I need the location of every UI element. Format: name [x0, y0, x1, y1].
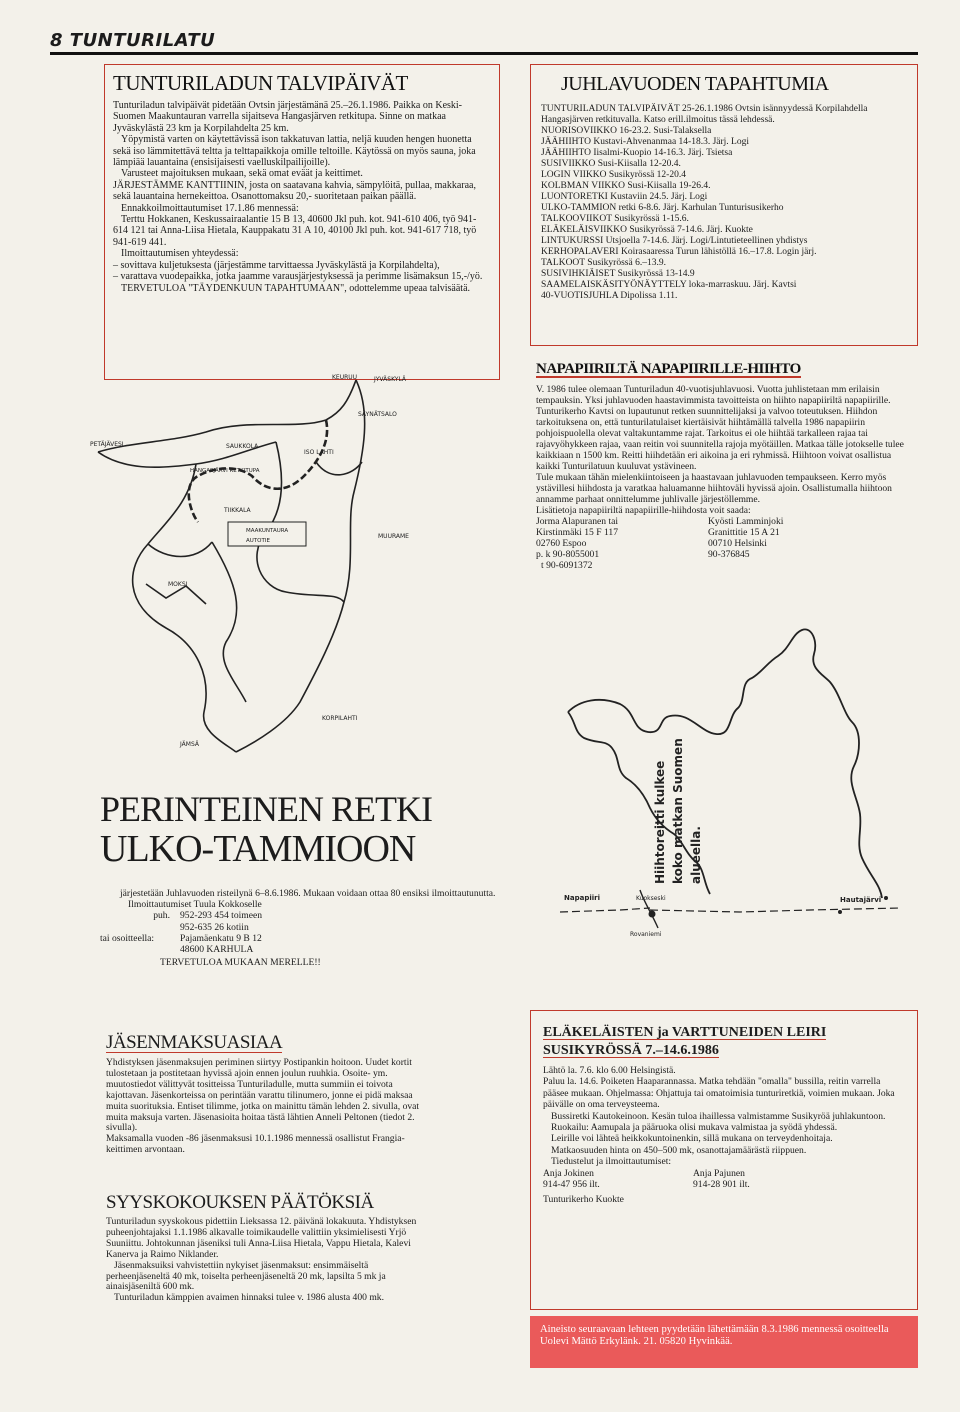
contact-name: Anja Pajunen	[693, 1167, 745, 1179]
contact-block	[536, 516, 686, 571]
contact-street: Kirstinmäki 15 F 117	[536, 527, 618, 539]
contact-phone: 90-376845	[708, 549, 750, 561]
perinteinen-title-1: PERINTEINEN RETKI	[100, 789, 432, 829]
contact-name: Anja Jokinen	[543, 1167, 594, 1179]
map-label: Napapiiri	[564, 894, 600, 902]
contact-city: 00710 Helsinki	[708, 538, 767, 550]
map-caption-line: Hiihtoreitti kulkee	[653, 760, 667, 884]
map-label: Hautajärvi	[840, 896, 882, 904]
list-item: LINTUKURSSI Utsjoella 7-14.6. Järj. Logi/Lintutieteellinen yhdistys	[541, 236, 808, 246]
elakelaisten-heading-2: SUSIKYRÖSSÄ 7.–14.6.1986	[543, 1043, 719, 1058]
jasenmaksu-heading: JÄSENMAKSUASIAA	[106, 1032, 283, 1053]
page-header: 8 TUNTURILATU	[50, 30, 216, 51]
paragraph: Tunturiladun syyskokous pidettiin Lieksassa 12. päivänä lokakuuta. Yhdistyksen puheenjohtajaksi 1.1.1986 alkavalle toimikaudelle valittiin yksimielisesti Yrjö Suuniittu. Johtokunnan jäseniksi tuli Anna-Liisa Hietala, Vappu Hietala, Kalevi Kanerva ja Raimo Niklander.	[106, 1216, 417, 1260]
list-item: NUORISOVIIKKO 16-23.2. Susi-Talaksella	[541, 126, 712, 136]
contact-phone: p. k 90-8055001	[536, 549, 600, 561]
paragraph: Ilmoittautumiset Tuula Kokkoselle	[128, 899, 262, 911]
paragraph: Bussiretki Kautokeinoon. Kesän tuloa ihaillessa valmistamme Susikyröä juhlakuntoon.	[551, 1110, 886, 1122]
map-label: PETÄJÄVESI	[90, 441, 124, 448]
list-item: JÄÄHIIHTO Kustavi-Ahvenanmaa 14-18.3. Järj. Logi	[541, 137, 749, 147]
list-item: ULKO-TAMMION retki 6-8.6. Järj. Karhulan Tunturisusikerho	[541, 203, 784, 213]
paragraph: Tunturiladun kämppien avaimen hinnaksi tulee v. 1986 alusta 400 mk.	[114, 1292, 385, 1304]
list-item: TALKOOT Susikyrössä 6.–13.9.	[541, 258, 666, 268]
napapiirilta-section	[536, 360, 908, 571]
paragraph: – sovittava kuljetuksesta (järjestämme tarvittaessa Jyväskylästä ja Korpilahdelta),	[113, 259, 440, 271]
map-label: JYVÄSKYLÄ	[374, 376, 407, 383]
address-value: 48600 KARHULA	[180, 944, 254, 956]
list-item: SUSIVIIKKO Susi-Kiisalla 12-20.4.	[541, 159, 681, 169]
map-label: HANGASJÄRVI RETKITUPA	[190, 468, 260, 474]
paragraph: Yhdistyksen jäsenmaksujen periminen siirtyy Postipankin hoitoon. Uudet kortit tulostetaan ja postitetaan hyvissä ajoin ennen joulun ruuhkia. Osoite- ym. muutostiedot välittyvät tositteissa Tunturiladulle, mutta summiin ei toivota kajottavan. Jäsenkorteissa on perintään varattu tilinumero, jonne ei pidä maksaa muita suorituksia. Entiset tilimme, jotka on mainittu tämän lehden 2. sivulla, ovat muita maksuja varten. Jäsenasioita hoitaa tästä lähtien Anneli Peltonen (tiedot 2. sivulla).	[106, 1057, 420, 1134]
paragraph: Terttu Hokkanen, Keskussairaalantie 15 B 13, 40600 Jkl puh. kot. 941-610 406, työ 941-614 121 tai Anna-Liisa Hietala, Kauppakatu 31 A 10, 40100 Jkl puh. kot. 941-617 718, työ 941-619 441.	[113, 214, 477, 248]
napapiirilta-heading: NAPAPIIRILTÄ NAPAPIIRILLE-HIIHTO	[536, 361, 801, 377]
contact-name: Kyösti Lamminjoki	[708, 516, 784, 528]
map-legend: AUTOTIE	[246, 538, 270, 544]
paragraph: Tunturiladun talvipäivät pidetään Ovtsin järjestämänä 25.–26.1.1986. Paikka on Keski-Suomen Maakuntauran varrella sijaitseva Hangasjärven retkitupa. Sinne on matkaa Jyväskylästä 23 km ja Korpilahdelta 25 km.	[113, 100, 463, 134]
paragraph: järjestetään Juhlavuoden risteilynä 6–8.6.1986. Mukaan voidaan ottaa 80 ensiksi ilmoittautunutta.	[120, 888, 496, 899]
napapiirilta-contacts	[536, 516, 908, 571]
juhlavuoden-heading: JUHLAVUODEN TAPAHTUMIA	[561, 73, 829, 95]
map-caption-line: alueella.	[689, 826, 703, 884]
map-label: JÄMSÄ	[180, 741, 199, 748]
juhlavuoden-list	[541, 104, 907, 302]
jasenmaksu-section	[106, 1034, 428, 1156]
list-item: TALKOOVIIKOT Susikyrössä 1-15.6.	[541, 214, 689, 224]
elakelaisten-heading-1: ELÄKELÄISTEN ja VARTTUNEIDEN LEIRI	[543, 1025, 827, 1040]
perinteinen-contact	[100, 910, 500, 955]
list-item: KOLBMAN VIIKKO Susi-Kiisalla 19-26.4.	[541, 181, 711, 191]
paragraph: Ruokailu: Aamupala ja pääruoka olisi mukava valmistaa ja syödä yhdessä.	[551, 1122, 838, 1134]
syyskokous-section	[106, 1192, 428, 1304]
paragraph: Maksamalla vuoden -86 jäsenmaksusi 10.1.1986 mennessä osallistut Frangia-keittimen arvontaan.	[106, 1133, 405, 1156]
route-map	[86, 372, 456, 756]
notice-bar	[530, 1316, 918, 1368]
list-item: LUONTORETKI Kustaviin 24.5. Järj. Logi	[541, 192, 708, 202]
contact-name: Jorma Alapuranen tai	[536, 516, 619, 528]
map-label: Rovaniemi	[630, 931, 662, 938]
elakelaisten-org: Tunturikerho Kuokte	[543, 1194, 624, 1206]
paragraph: Ilmoittautumisen yhteydessä:	[121, 248, 239, 260]
talvipaivat-body	[113, 100, 491, 294]
elakelaisten-box	[530, 1010, 918, 1310]
finland-map	[540, 622, 910, 952]
list-item: JÄÄHIIHTO Iisalmi-Kuopio 14-16.3. Järj. Tsietsa	[541, 148, 733, 158]
contact-phone: 914-47 956 ilt.	[543, 1179, 600, 1191]
map-label: MOKSI	[168, 581, 188, 588]
contact-block	[708, 516, 783, 571]
map-label: ISO LAHTI	[304, 449, 334, 456]
paragraph: V. 1986 tulee olemaan Tunturiladun 40-vuotisjuhlavuosi. Vuotta juhlistetaan mm erilaisin tempauksin. Yksi juhlavuoden haastavimmista tavoitteista on hiihto napapiiriltä napapiirille. Tunturikerho Kavtsi on lupautunut retken suunnittelijaksi ja valvoo toteutuksen. Hiihdon tarkoituksena on, että tunturilatulaiset kiertäisivät hiihtämällä talvella 1986 napapiirin pohjoispuolella olevat valtakuntamme rajat. Tarkoitus ei ole hiihtää tarkalleen rajaa tai rajavyöhykkeen rajaa, vaan reitin voi suunnitella rajoja myötäillen. Matkaa tälle jotokselle tulee kaikkiaan n 1500 km. Reitti hiihdetään eri aikoina ja eri ryhmissä. Hiihtoon voivat osallistua kaikki Tunturilatuun kuuluvat ystävineen.	[536, 384, 904, 473]
address-value: Pajamäenkatu 9 B 12	[180, 932, 262, 944]
paragraph: Ennakkoilmoittautumiset 17.1.86 mennessä:	[121, 202, 299, 214]
elakelaisten-body	[543, 1065, 905, 1168]
perinteinen-section	[100, 790, 500, 968]
list-item: TUNTURILADUN TALVIPÄIVÄT 25-26.1.1986 Ovtsin isännyydessä Korpilahdella Hangasjärven retkituvalla. Katso erill.ilmoitus tässä lehdessä.	[541, 104, 868, 125]
paragraph: Lisätietoja napapiiriltä napapiirille-hiihdosta voit saada:	[536, 505, 751, 517]
perinteinen-body	[100, 888, 500, 968]
napapiirilta-body	[536, 384, 908, 516]
paragraph: Varusteet majoituksen mukaan, sekä omat eväät ja keittimet.	[121, 168, 363, 180]
map-label: MUURAME	[378, 533, 409, 540]
map-label: Kuokseski	[636, 895, 666, 902]
contact-city: 02760 Espoo	[536, 538, 587, 550]
paragraph: Matkaosuuden hinta on 450–500 mk, osanottajamäärästä riippuen.	[551, 1144, 807, 1156]
list-item: 40-VUOTISJUHLA Dipolissa 1.11.	[541, 291, 678, 301]
contact-phone: 914-28 901 ilt.	[693, 1179, 750, 1191]
paragraph: JÄRJESTÄMME KANTTIININ, josta on saatavana kahvia, sämpylöitä, pullaa, makkaraa, sekä lauantaina hernekeittoa. Osanottomaksu 20,- suoritetaan paikan päällä.	[113, 179, 476, 203]
list-item: SUSIVIHKIÄISET Susikyrössä 13-14.9	[541, 269, 695, 279]
paragraph: Leirille voi lähteä heikkokuntoinenkin, sillä mukana on terveydenhoitaja.	[551, 1133, 833, 1145]
map-caption-line: koko matkan Suomen	[671, 738, 685, 884]
phone-value: 952-635 26 kotiin	[180, 921, 249, 933]
header-rule	[50, 52, 918, 55]
syyskokous-body	[106, 1217, 428, 1304]
paragraph: – varattava vuodepaikka, jotka jaamme varausjärjestyksessä ja perimme lisämaksun 15,-/yö.	[113, 271, 483, 283]
paragraph: Tiedustelut ja ilmoittautumiset:	[551, 1156, 672, 1168]
address-label: tai osoitteella:	[100, 932, 155, 944]
paragraph: Lähtö la. 7.6. klo 6.00 Helsingistä.	[543, 1065, 676, 1076]
list-item: SAAMELAISKÄSITYÖNÄYTTELY loka-marraskuu. Järj. Kavtsi	[541, 280, 797, 290]
juhlavuoden-box	[530, 64, 918, 346]
map-label: TIIKKALA	[224, 507, 251, 514]
list-item: KERHOPALAVERI Koirasaaressa Turun lähistöllä 16.–17.8. Login järj.	[541, 247, 817, 257]
talvipaivat-heading: TUNTURILADUN TALVIPÄIVÄT	[113, 71, 408, 95]
map-label: SÄYNÄTSALO	[358, 411, 397, 418]
paragraph: Tule mukaan tähän mielenkiintoiseen ja haastavaan juhlavuoden tempaukseen. Kerro myös ystävillesi hiihdosta ja varatkaa haluamanne hiihtoväli hyvissä ajoin. Osallistumalla hiihtoon annamme parhaat onnittelumme juhlivalle järjestöllemme.	[536, 472, 892, 506]
map-label: KORPILAHTI	[322, 715, 358, 722]
contact-phone: t 90-6091372	[541, 560, 593, 572]
list-item: LOGIN VIIKKO Susikyrössä 12-20.4	[541, 170, 686, 180]
jasenmaksu-body	[106, 1058, 428, 1156]
paragraph: Yöpymistä varten on käytettävissä ison takkatuvan lattia, neljä kuuden hengen huonetta sekä iso lämmitettävä teltta ja telttapaikkoja omille teltoille. Käytössä on myös sauna, joka lämpiää lauantaina (ensisijaisesti vaelluskilpailijoille).	[113, 134, 476, 169]
map-caption	[653, 738, 703, 884]
notice-text: Aineisto seuraavaan lehteen pyydetään lähettämään 8.3.1986 mennessä osoitteella Uolevi Mättö Erkylänk. 21. 05820 Hyvinkää.	[540, 1324, 889, 1347]
map-labels	[90, 374, 409, 748]
map-label: SAUKKOLA	[226, 443, 259, 450]
talvipaivat-box	[104, 64, 500, 380]
perinteinen-title-2: ULKO-TAMMIOON	[100, 828, 416, 870]
welcome-text: TERVETULOA MUKAAN MERELLE!!	[160, 957, 321, 969]
syyskokous-heading: SYYSKOKOUKSEN PÄÄTÖKSIÄ	[106, 1192, 374, 1213]
paragraph: Jäsenmaksuiksi vahvistettiin nykyiset jäsenmaksut: ensimmäiseltä perheenjäseneltä 40 mk, toiselta perheenjäseneltä 20 mk, lapsilta 5 mk ja ainaisjäseniltä 600 mk.	[106, 1259, 386, 1293]
phone-value: 952-293 454 toimeen	[180, 910, 263, 922]
phone-label: puh.	[153, 910, 170, 922]
map-legend: MAAKUNTAURA	[246, 528, 289, 534]
map-label: KEURUU	[332, 374, 358, 381]
contact-street: Granittitie 15 A 21	[708, 527, 780, 539]
elakelaisten-contacts	[543, 1168, 905, 1191]
paragraph: TERVETULOA "TÄYDENKUUN TAPAHTUMAAN", odottelemme upeaa talvisäätä.	[121, 282, 471, 294]
list-item: ELÄKELÄISVIIKKO Susikyrössä 7-14.6. Järj. Kuokte	[541, 225, 753, 235]
paragraph: Paluu la. 14.6. Poiketen Haaparannassa. Matka tehdään "omalla" bussilla, reitin varrella pääsee mukaan. Ohjelmassa: Ohjattuja tai omatoimisia tunturiretkiä, voimien mukaan. Joka päivälle on oma terveysteema.	[543, 1076, 895, 1111]
